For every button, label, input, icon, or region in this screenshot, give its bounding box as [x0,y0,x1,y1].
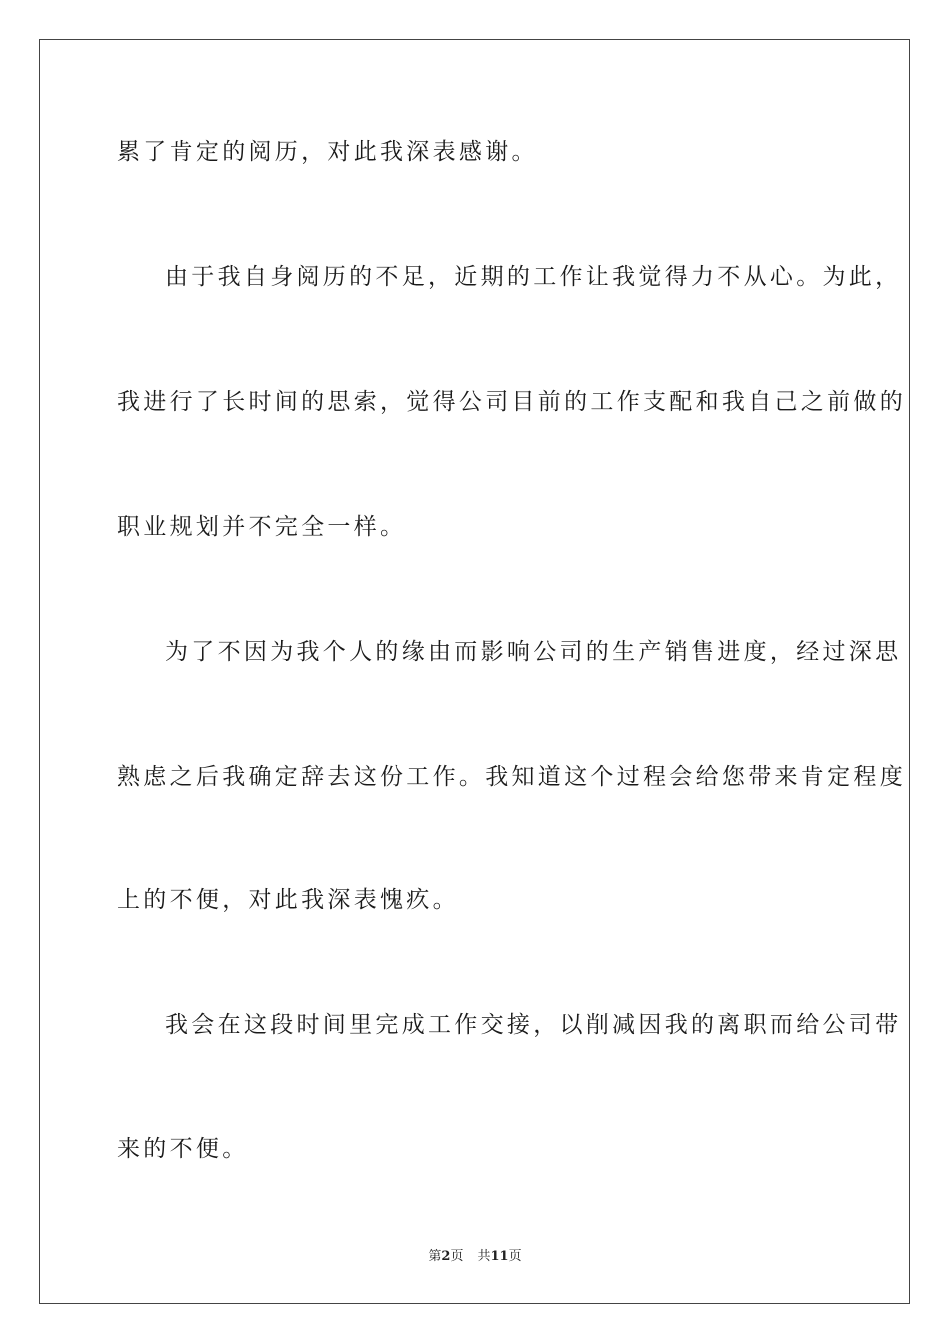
paragraph-1-line-1: 累了肯定的阅历，对此我深表感谢。 [117,139,538,165]
page-footer [0,1245,950,1264]
total-pages: 11 [490,1249,509,1264]
paragraph-4-line-2: 来的不便。 [117,1136,249,1162]
paragraph-2-line-3: 职业规划并不完全一样。 [117,514,407,540]
paragraph-3-line-3: 上的不便，对此我深表愧疚。 [117,887,459,913]
page-suffix: 页 [450,1249,464,1264]
paragraph-4-line-1: 我会在这段时间里完成工作交接，以削减因我的离职而给公司带 [165,1012,902,1038]
page-number: 2 [441,1249,451,1264]
paragraph-3-line-2: 熟虑之后我确定辞去这份工作。我知道这个过程会给您带来肯定程度 [117,764,906,790]
paragraph-3-line-1: 为了不因为我个人的缘由而影响公司的生产销售进度，经过深思 [165,639,902,665]
page-border [39,39,910,1304]
page-prefix: 第 [428,1249,442,1264]
paragraph-2-line-2: 我进行了长时间的思索，觉得公司目前的工作支配和我自己之前做的 [117,389,906,415]
total-suffix: 页 [508,1249,522,1264]
paragraph-2-line-1: 由于我自身阅历的不足，近期的工作让我觉得力不从心。为此， [165,264,902,290]
total-prefix: 共 [477,1249,491,1264]
